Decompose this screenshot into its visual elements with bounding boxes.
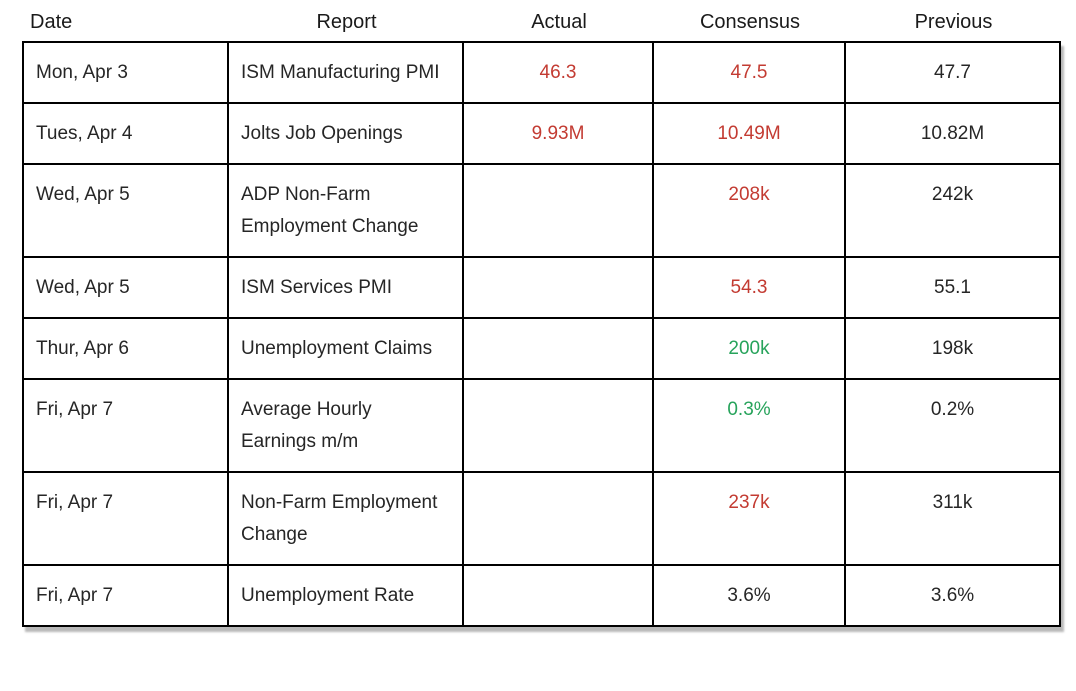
date-cell: Fri, Apr 7	[24, 380, 229, 471]
column-header-date: Date	[30, 11, 73, 33]
report-cell: ISM Services PMI	[229, 258, 464, 317]
date-cell: Wed, Apr 5	[24, 165, 229, 256]
previous-value: 0.2%	[930, 399, 975, 420]
date-cell: Tues, Apr 4	[24, 104, 229, 163]
previous-value: 10.82M	[920, 123, 985, 144]
consensus-value: 200k	[654, 319, 846, 378]
actual-value	[464, 319, 654, 378]
consensus-value: 47.5	[654, 43, 846, 102]
table-row	[24, 380, 1059, 473]
table-row	[24, 566, 1059, 625]
consensus-value: 10.49M	[654, 104, 846, 163]
report-cell: Average Hourly Earnings m/m	[229, 380, 464, 471]
column-header-consensus: Consensus	[699, 11, 801, 33]
date-cell: Fri, Apr 7	[24, 566, 229, 625]
previous-value: 55.1	[934, 277, 971, 298]
actual-value	[464, 566, 654, 625]
previous-value: 242k	[931, 184, 974, 205]
previous-value: 3.6%	[930, 585, 975, 606]
consensus-value: 3.6%	[654, 566, 846, 625]
actual-value	[464, 380, 654, 471]
economic-calendar-table	[22, 41, 1061, 627]
actual-value: 46.3	[464, 43, 654, 102]
table-row	[24, 165, 1059, 258]
column-header-previous: Previous	[914, 11, 993, 33]
consensus-value: 0.3%	[654, 380, 846, 471]
consensus-value: 54.3	[654, 258, 846, 317]
date-cell: Thur, Apr 6	[24, 319, 229, 378]
report-cell: ISM Manufacturing PMI	[229, 43, 464, 102]
table-row	[24, 43, 1059, 104]
table-header	[22, 6, 1061, 38]
table-row	[24, 473, 1059, 566]
consensus-value: 237k	[654, 473, 846, 564]
table-row	[24, 319, 1059, 380]
previous-value: 47.7	[934, 62, 971, 83]
actual-value: 9.93M	[464, 104, 654, 163]
table-row	[24, 258, 1059, 319]
actual-value	[464, 473, 654, 564]
consensus-value: 208k	[654, 165, 846, 256]
report-cell: Unemployment Rate	[229, 566, 464, 625]
date-cell: Wed, Apr 5	[24, 258, 229, 317]
report-cell: ADP Non-Farm Employment Change	[229, 165, 464, 256]
report-cell: Jolts Job Openings	[229, 104, 464, 163]
report-cell: Non-Farm Employment Change	[229, 473, 464, 564]
column-header-actual: Actual	[531, 11, 587, 33]
date-cell: Fri, Apr 7	[24, 473, 229, 564]
column-header-report: Report	[316, 11, 377, 33]
actual-value	[464, 258, 654, 317]
actual-value	[464, 165, 654, 256]
previous-value: 311k	[932, 492, 973, 513]
report-cell: Unemployment Claims	[229, 319, 464, 378]
previous-value: 198k	[931, 338, 974, 359]
date-cell: Mon, Apr 3	[24, 43, 229, 102]
table-row	[24, 104, 1059, 165]
